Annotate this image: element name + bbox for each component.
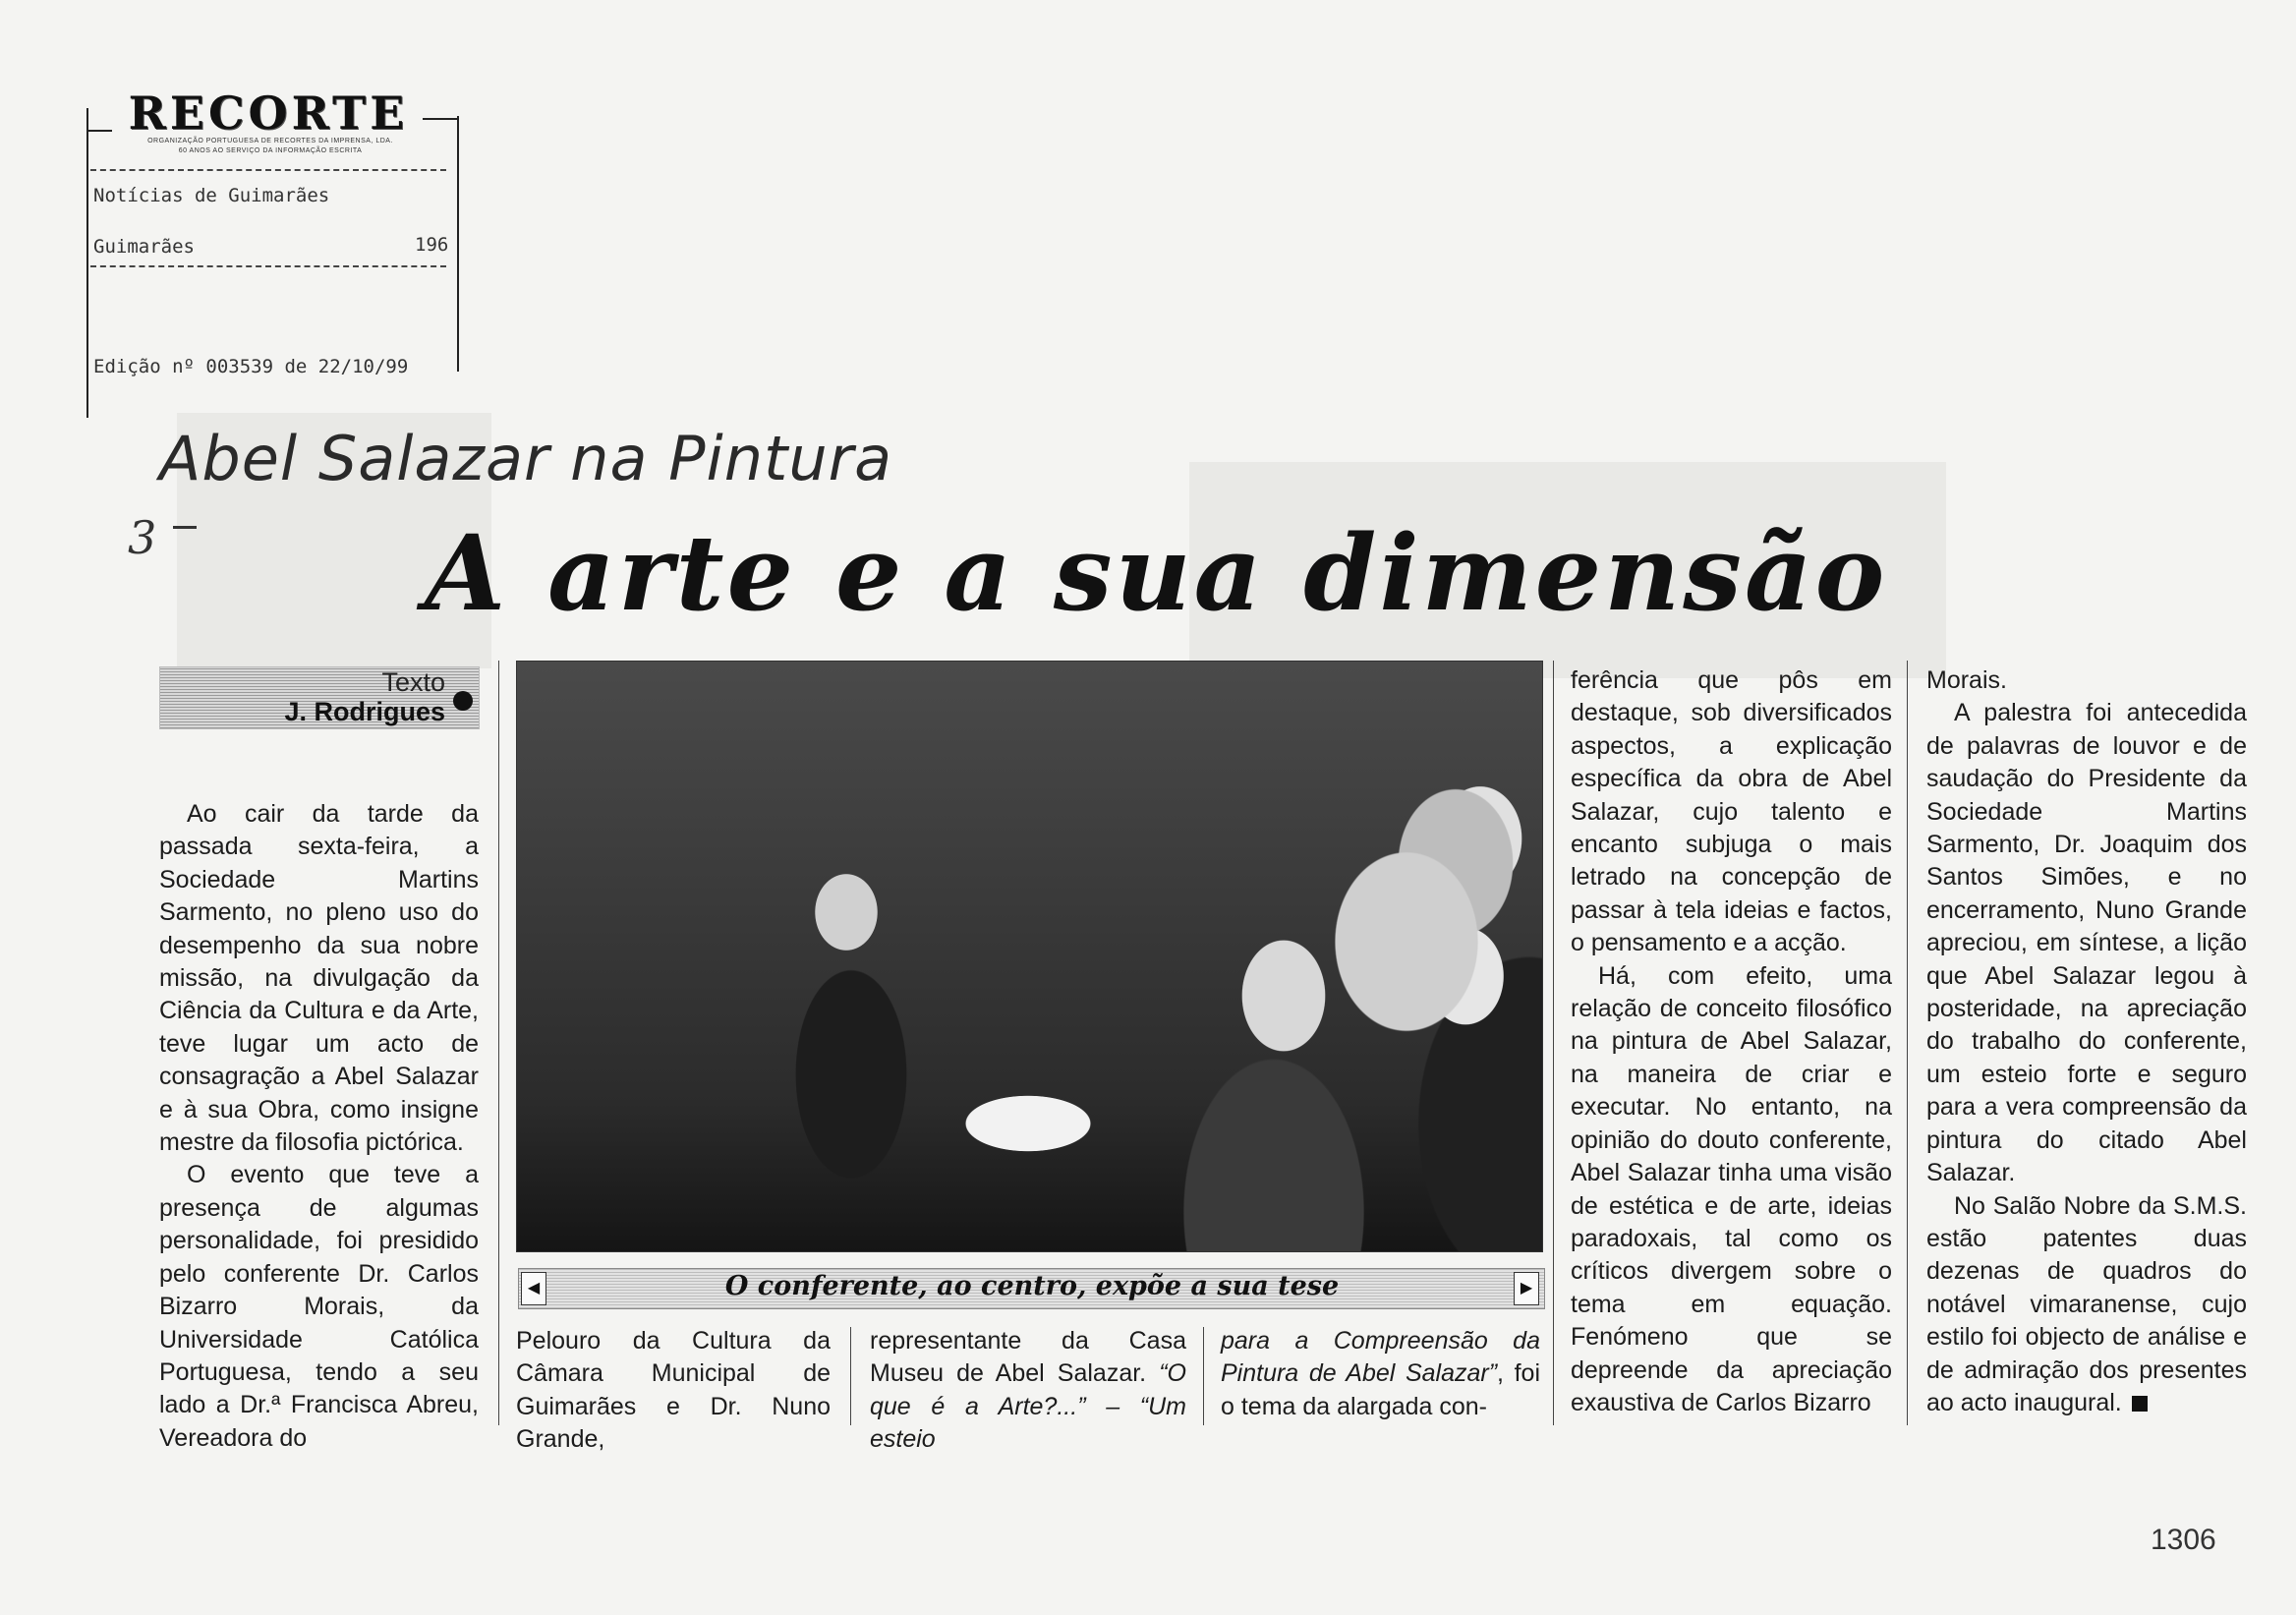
clipping-border (86, 130, 112, 132)
text-span: No Salão Nobre da S.M.S. estão patentes duas dezenas de quadros do notável vimaranense, cujo estilo foi objecto de análise e de admiração dos presentes ao acto inaugural. (1926, 1191, 2247, 1416)
bullet-icon (453, 691, 473, 711)
clipping-brand-subtitle: ORGANIZAÇÃO PORTUGUESA DE RECORTES DA IMPRENSA, LDA. (147, 138, 393, 144)
quoted-title: “O que é a Arte?...” – “Um esteio (870, 1359, 1186, 1454)
byline-label: Texto (381, 667, 445, 697)
dashed-divider (90, 265, 446, 267)
paragraph: Há, com efeito, uma relação de conceito filosófico na pintura de Abel Salazar, na maneira de criar e executar. No entanto, na opinião do douto conferente, Abel Salazar tinha uma visão de estética e de arte, ideias paradoxais, tal como os críticos divergem sobre o tema em equação. Fenómeno que se depreende da apreciação exaustiva de Carlos Bizarro (1571, 961, 1892, 1416)
column-rule (1907, 661, 1908, 1425)
caption-left-arrow-icon: ◀ (521, 1272, 546, 1305)
page-number: 1306 (2151, 1524, 2216, 1556)
clipping-brand-tagline: 60 ANOS AO SERVIÇO DA INFORMAÇÃO ESCRITA (178, 147, 363, 154)
caption-right-arrow-icon: ▶ (1514, 1272, 1539, 1305)
article-column-4 (1221, 1325, 1540, 1423)
paragraph (1221, 1325, 1540, 1423)
article-kicker: Abel Salazar na Pintura (159, 423, 893, 494)
handwritten-dash (173, 526, 197, 529)
article-column-5 (1571, 664, 1892, 1425)
clipping-city: Guimarães (93, 236, 195, 258)
clipping-brand-logo: RECORTE (128, 87, 409, 140)
clipping-code: 196 (415, 234, 449, 256)
column-rule (498, 661, 499, 1425)
byline-box (159, 666, 480, 729)
clipping-publication: Notícias de Guimarães (93, 185, 330, 206)
paragraph (1926, 1190, 2247, 1420)
paragraph: Ao cair da tarde da passada sexta-feira, a Sociedade Martins Sarmento, no pleno uso do desempenho da sua nobre missão, na divulgação da Ciência da Cultura e da Arte, teve lugar um acto de consagração a Abel Salazar e à sua Obra, como insigne mestre da filosofia pictórica. (159, 800, 479, 1157)
paragraph: ferência que pôs em destaque, sob diversificados aspectos, a explicação específica da obra de Abel Salazar, cujo talento e encanto subjuga o mais letrado na concepção de passar à tela ideias e factos, o pensamento e a acção. (1571, 666, 1892, 957)
article-photo (516, 661, 1543, 1252)
paragraph: Pelouro da Cultura da Câmara Municipal de Guimarães e Dr. Nuno Grande, (516, 1327, 831, 1454)
paragraph: A palestra foi antecedida de palavras de louvor e de saudação do Presidente da Sociedade Martins Sarmento, Dr. Joaquim dos Santos Simões, e no encerramento, Nuno Grande apreciou, em síntese, a lição que Abel Salazar legou à posteridade, na apreciação do trabalho do conferente, um esteio forte e seguro para a vera compreensão da pintura do citado Abel Salazar. (1926, 699, 2247, 1187)
article-column-6 (1926, 664, 2247, 1425)
paragraph: Morais. (1926, 666, 2007, 694)
end-mark-icon (2132, 1396, 2148, 1412)
dashed-divider (90, 169, 446, 171)
article-column-1 (159, 798, 479, 1452)
quoted-title: para a Compreensão da Pintura de Abel Salazar” (1221, 1327, 1540, 1388)
column-rule (1203, 1327, 1204, 1425)
clipping-border (423, 118, 458, 120)
text-span: representante da Casa Museu de Abel Salazar. (870, 1327, 1186, 1388)
byline-author: J. Rodrigues (284, 697, 445, 726)
clipping-border (457, 116, 459, 372)
clipping-edition: Edição nº 003539 de 22/10/99 (93, 356, 409, 377)
article-headline: A arte e a sua dimensão (425, 511, 1888, 634)
photo-caption: O conferente, ao centro, expõe a sua tese (724, 1271, 1340, 1301)
article-column-3 (870, 1325, 1186, 1454)
paragraph (870, 1325, 1186, 1457)
column-rule (1553, 661, 1554, 1425)
paragraph: O evento que teve a presença de algumas personalidade, foi presidido pelo conferente Dr. Carlos Bizarro Morais, da Universidade Católica Portuguesa, tendo a seu lado a Dr.ª Francisca Abreu, Vereadora do (159, 1161, 479, 1452)
column-rule (850, 1327, 851, 1425)
text-span: , foi o tema da alargada con- (1221, 1359, 1541, 1420)
article-column-2 (516, 1325, 831, 1454)
handwritten-page-mark: 3 (128, 511, 157, 564)
